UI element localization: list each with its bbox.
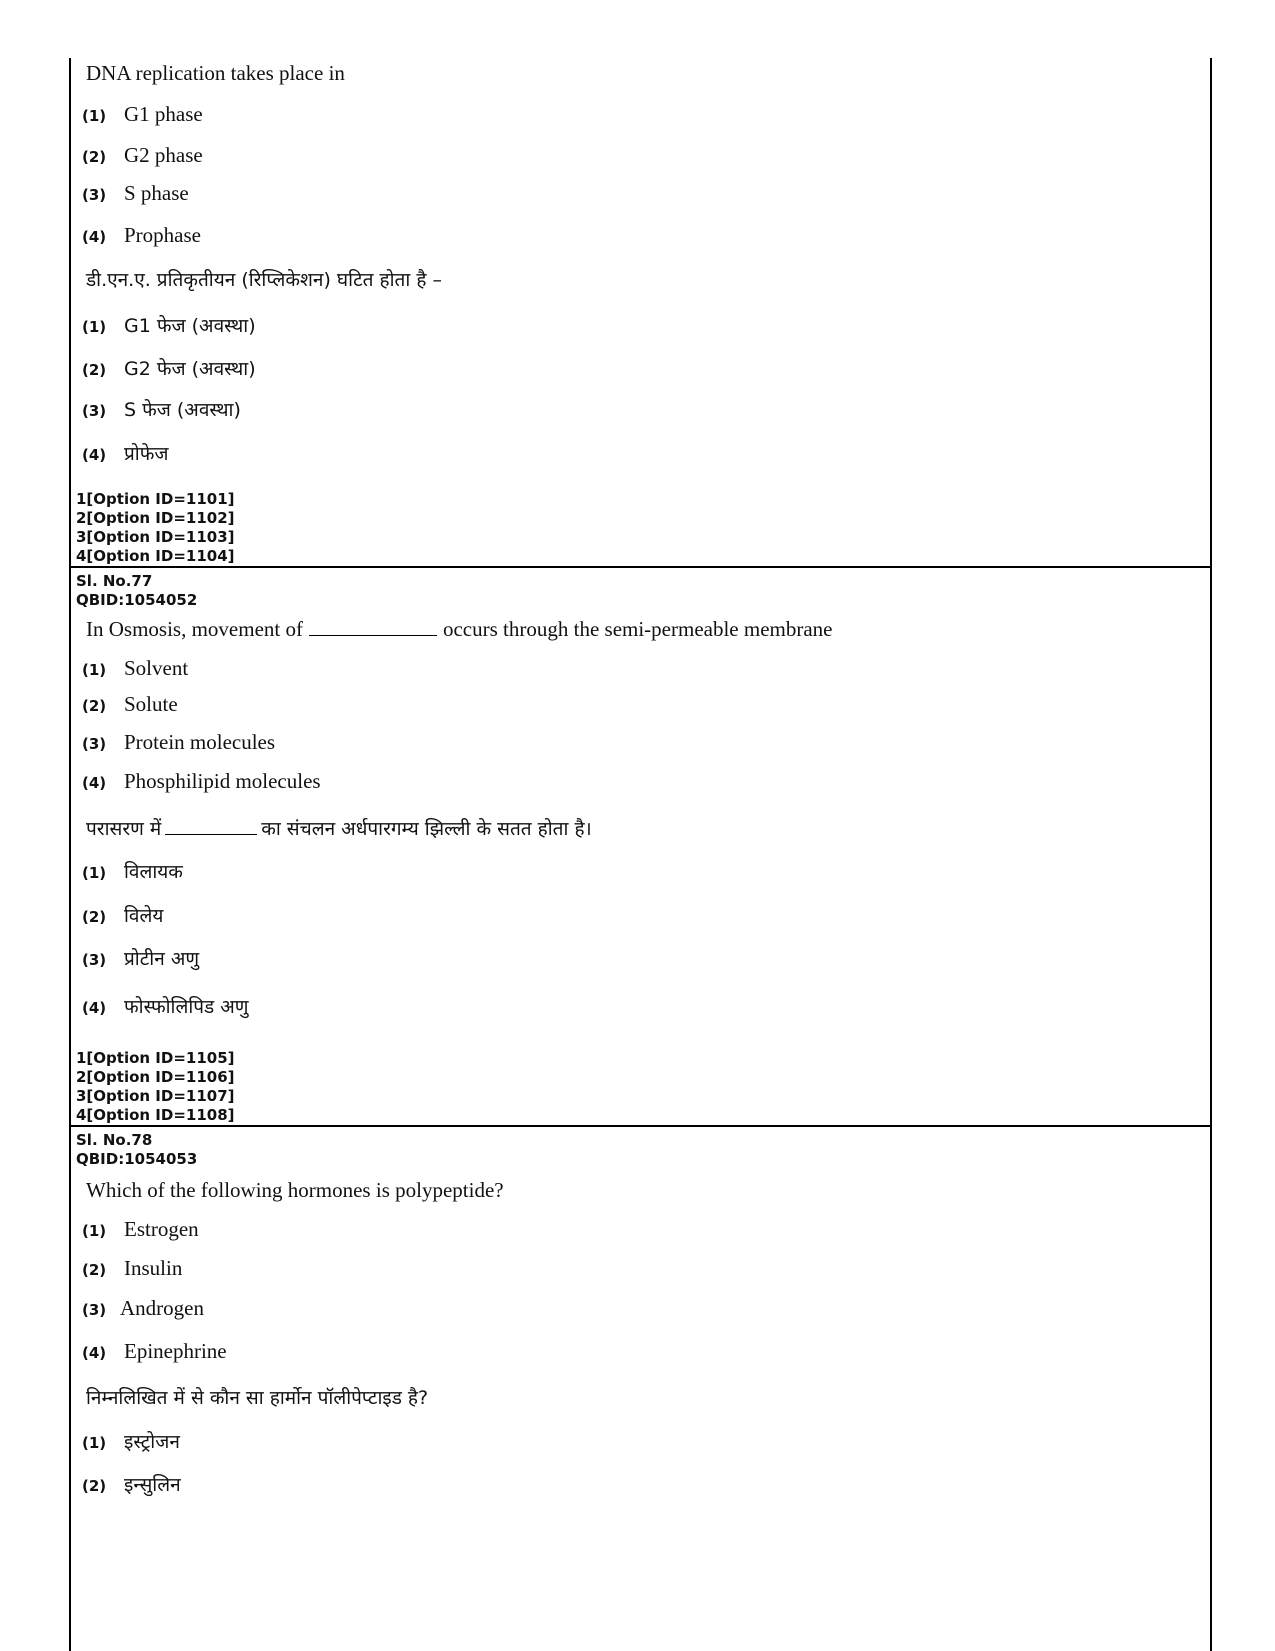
option-number: (1) (82, 107, 107, 125)
option-number: (1) (82, 661, 107, 679)
option-number: (4) (82, 999, 107, 1017)
question-part: In Osmosis, movement of (86, 617, 303, 641)
option-text: प्रोटीन अणु (124, 948, 200, 970)
option-number: (2) (82, 697, 107, 715)
question-part: का संचलन अर्धपारगम्य झिल्ली के सतत होता है। (261, 818, 592, 840)
q77-option-en-1[interactable] (82, 656, 188, 681)
q76-option-hi-1[interactable] (82, 312, 256, 338)
q78-option-en-2[interactable] (82, 1256, 182, 1281)
q77-option-en-3[interactable] (82, 730, 275, 755)
q76-option-hi-2[interactable] (82, 355, 256, 381)
q76-option-hi-3[interactable] (82, 396, 241, 422)
question-part: परासरण में (86, 818, 162, 840)
q77-option-ids (76, 1049, 235, 1125)
q78-question-hi: निम्नलिखित में से कौन सा हार्मोन पॉलीपेप्टाइड है? (86, 1387, 429, 1409)
option-number: (3) (82, 402, 107, 420)
q76-option-hi-4[interactable] (82, 440, 168, 466)
qbid: QBID:1054053 (76, 1150, 198, 1168)
q78-question-en: Which of the following hormones is polypeptide? (86, 1178, 504, 1202)
option-text: Insulin (124, 1256, 183, 1280)
option-text: विलायक (124, 861, 183, 883)
option-id: 2[Option ID=1102] (76, 509, 235, 527)
blank-line (165, 820, 257, 835)
q77-option-hi-3[interactable] (82, 945, 199, 971)
option-number: (2) (82, 908, 107, 926)
section-divider (70, 566, 1210, 568)
option-text: Phosphilipid molecules (124, 769, 321, 793)
option-text: इन्सुलिन (124, 1474, 181, 1496)
q76-question-hi: डी.एन.ए. प्रतिकृतीयन (रिप्लिकेशन) घटित होता है – (86, 269, 442, 291)
q77-option-hi-4[interactable] (82, 993, 249, 1019)
option-id: 1[Option ID=1105] (76, 1049, 235, 1067)
section-divider (70, 1125, 1210, 1127)
option-text: Solute (124, 692, 178, 716)
option-text: इस्ट्रोजन (124, 1431, 180, 1453)
q76-option-en-4[interactable] (82, 223, 201, 248)
q77-question-en (86, 616, 833, 642)
option-number: (1) (82, 318, 107, 336)
option-text: प्रोफेज (124, 443, 169, 465)
option-number: (1) (82, 1222, 107, 1240)
option-text: G2 फेज (अवस्था) (124, 358, 256, 380)
q77-option-hi-1[interactable] (82, 858, 183, 884)
option-number: (2) (82, 1261, 107, 1279)
q78-option-en-3[interactable] (82, 1296, 204, 1321)
blank-line (309, 621, 437, 636)
option-number: (2) (82, 148, 107, 166)
q78-option-hi-2[interactable] (82, 1471, 181, 1497)
option-number: (4) (82, 1344, 107, 1362)
option-number: (4) (82, 446, 107, 464)
q77-option-en-2[interactable] (82, 692, 178, 717)
option-text: Estrogen (124, 1217, 199, 1241)
question-part: occurs through the semi-permeable membrane (442, 617, 833, 641)
option-id: 3[Option ID=1107] (76, 1087, 235, 1105)
option-number: (2) (82, 1477, 107, 1495)
option-number: (3) (82, 951, 107, 969)
q78-header (76, 1131, 197, 1169)
option-text: Epinephrine (124, 1339, 227, 1363)
option-text: विलेय (124, 905, 164, 927)
option-number: (2) (82, 361, 107, 379)
q76-option-en-3[interactable] (82, 181, 189, 206)
q77-option-hi-2[interactable] (82, 902, 163, 928)
q78-option-en-4[interactable] (82, 1339, 227, 1364)
q77-header (76, 572, 197, 610)
option-id: 1[Option ID=1101] (76, 490, 235, 508)
left-border (69, 58, 71, 1651)
q78-option-hi-1[interactable] (82, 1428, 180, 1454)
q76-question-en: DNA replication takes place in (86, 61, 345, 85)
option-text: G2 phase (124, 143, 203, 167)
option-number: (4) (82, 228, 107, 246)
option-number: (3) (82, 735, 107, 753)
q78-option-en-1[interactable] (82, 1217, 199, 1242)
option-text: S फेज (अवस्था) (124, 399, 241, 421)
q76-option-en-2[interactable] (82, 143, 203, 168)
right-border (1210, 58, 1212, 1651)
option-text: Solvent (124, 656, 189, 680)
q76-option-ids (76, 490, 235, 566)
option-number: (1) (82, 864, 107, 882)
option-id: 2[Option ID=1106] (76, 1068, 235, 1086)
option-number: (3) (82, 1301, 107, 1319)
option-text: S phase (124, 181, 189, 205)
option-id: 4[Option ID=1104] (76, 547, 235, 565)
serial-number: Sl. No.78 (76, 1131, 153, 1149)
option-text: Protein molecules (124, 730, 276, 754)
option-id: 4[Option ID=1108] (76, 1106, 235, 1124)
serial-number: Sl. No.77 (76, 572, 153, 590)
q77-question-hi (86, 815, 592, 841)
q77-option-en-4[interactable] (82, 769, 321, 794)
option-text: Prophase (124, 223, 201, 247)
option-number: (4) (82, 774, 107, 792)
option-text: G1 phase (124, 102, 203, 126)
option-number: (3) (82, 186, 107, 204)
q76-option-en-1[interactable] (82, 102, 203, 127)
option-text: G1 फेज (अवस्था) (124, 315, 256, 337)
option-text: Androgen (120, 1296, 204, 1320)
option-number: (1) (82, 1434, 107, 1452)
qbid: QBID:1054052 (76, 591, 198, 609)
option-id: 3[Option ID=1103] (76, 528, 235, 546)
option-text: फोस्फोलिपिड अणु (124, 996, 249, 1018)
